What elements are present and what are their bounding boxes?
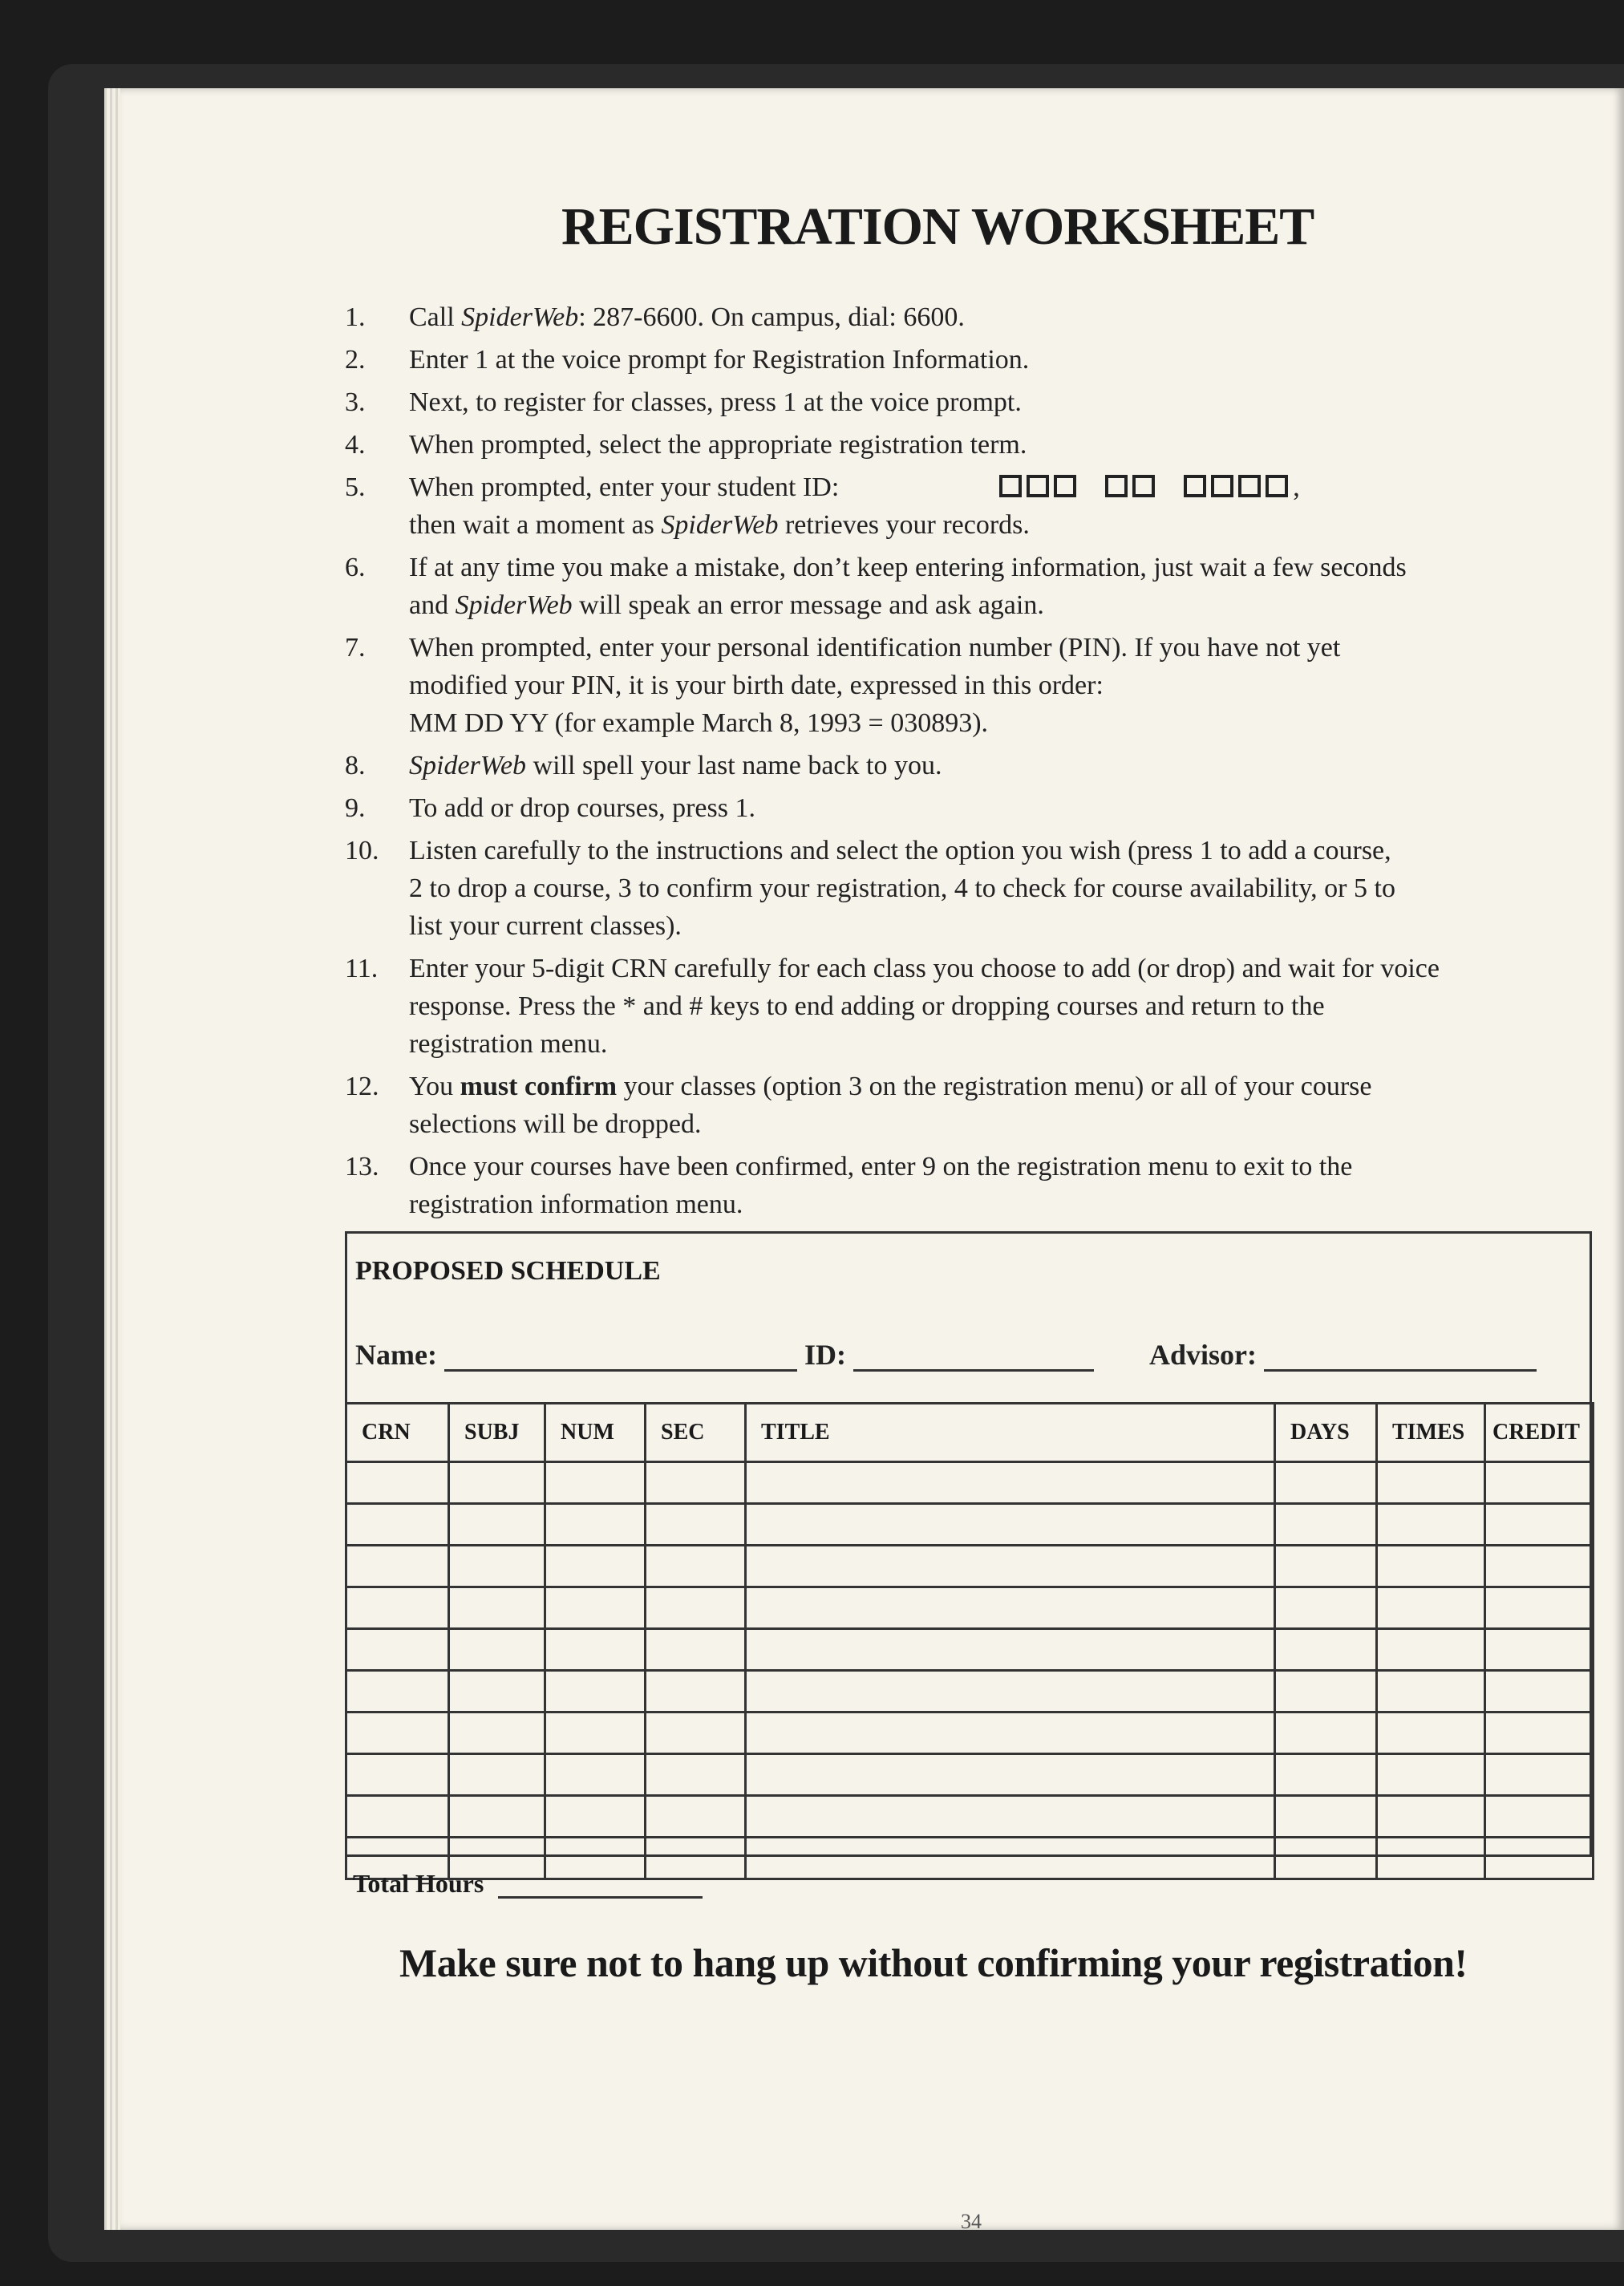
column-header-crn: CRN bbox=[346, 1404, 449, 1462]
table-row bbox=[346, 1754, 1594, 1796]
table-cell[interactable] bbox=[1485, 1796, 1594, 1838]
table-row bbox=[346, 1504, 1594, 1546]
table-row bbox=[346, 1587, 1594, 1629]
table-cell[interactable] bbox=[545, 1712, 646, 1754]
warning-message: Make sure not to hang up without confirming your registration! bbox=[399, 1940, 1468, 1985]
table-cell[interactable] bbox=[746, 1587, 1275, 1629]
schedule-table bbox=[345, 1402, 1594, 1880]
table-cell[interactable] bbox=[449, 1546, 545, 1587]
table-cell[interactable] bbox=[346, 1462, 449, 1504]
table-cell[interactable] bbox=[449, 1462, 545, 1504]
table-cell[interactable] bbox=[746, 1712, 1275, 1754]
table-cell[interactable] bbox=[1275, 1629, 1377, 1671]
table-cell[interactable] bbox=[746, 1754, 1275, 1796]
table-header-row bbox=[346, 1404, 1594, 1462]
table-row bbox=[346, 1712, 1594, 1754]
student-id-boxes bbox=[999, 468, 1293, 506]
table-cell[interactable] bbox=[1485, 1504, 1594, 1546]
table-cell[interactable] bbox=[449, 1504, 545, 1546]
table-cell[interactable] bbox=[1485, 1546, 1594, 1587]
name-label: Name: bbox=[355, 1339, 437, 1371]
column-header-title: TITLE bbox=[746, 1404, 1275, 1462]
table-row bbox=[346, 1462, 1594, 1504]
page-number: 34 bbox=[961, 2210, 982, 2233]
advisor-field[interactable] bbox=[1264, 1345, 1537, 1372]
column-header-times: TIMES bbox=[1377, 1404, 1485, 1462]
column-header-sec: SEC bbox=[646, 1404, 746, 1462]
total-hours-field[interactable] bbox=[498, 1875, 703, 1899]
column-header-subj: SUBJ bbox=[449, 1404, 545, 1462]
table-cell[interactable] bbox=[646, 1504, 746, 1546]
list-item: 12. You must confirm your classes (option 3 on the registration menu) or all of your course selections will be dropped. bbox=[345, 1072, 1372, 1139]
table-cell[interactable] bbox=[1377, 1546, 1485, 1587]
instruction-list bbox=[345, 298, 1588, 1228]
list-item: 5. When prompted, enter your student ID: , then wait a moment as SpiderWeb retrieves your records. bbox=[345, 468, 1588, 544]
table-cell[interactable] bbox=[545, 1796, 646, 1838]
table-cell[interactable] bbox=[746, 1838, 1275, 1879]
table-cell[interactable] bbox=[346, 1504, 449, 1546]
table-cell[interactable] bbox=[346, 1754, 449, 1796]
table-row bbox=[346, 1671, 1594, 1712]
table-cell[interactable] bbox=[1275, 1671, 1377, 1712]
table-cell[interactable] bbox=[646, 1754, 746, 1796]
table-cell[interactable] bbox=[746, 1462, 1275, 1504]
table-cell[interactable] bbox=[1377, 1671, 1485, 1712]
list-item: 7. When prompted, enter your personal identification number (PIN). If you have not yet modified your PIN, it is your birth date, expressed in this order: MM DD YY (for example March 8, 1993 = 030893). bbox=[345, 633, 1341, 738]
table-cell[interactable] bbox=[545, 1587, 646, 1629]
advisor-label: Advisor: bbox=[1149, 1339, 1257, 1371]
table-row bbox=[346, 1629, 1594, 1671]
table-cell[interactable] bbox=[746, 1671, 1275, 1712]
table-cell[interactable] bbox=[746, 1546, 1275, 1587]
table-cell[interactable] bbox=[646, 1712, 746, 1754]
proposed-schedule-form bbox=[345, 1231, 1592, 1857]
table-cell[interactable] bbox=[1275, 1838, 1377, 1879]
schedule-title: PROPOSED SCHEDULE bbox=[355, 1256, 661, 1286]
table-cell[interactable] bbox=[1485, 1587, 1594, 1629]
table-cell[interactable] bbox=[545, 1629, 646, 1671]
table-cell[interactable] bbox=[1377, 1629, 1485, 1671]
table-cell[interactable] bbox=[1275, 1504, 1377, 1546]
table-cell[interactable] bbox=[449, 1796, 545, 1838]
list-item: 2. Enter 1 at the voice prompt for Registration Information. bbox=[345, 345, 1030, 375]
list-item: 11. Enter your 5-digit CRN carefully for each class you choose to add (or drop) and wait for voice response. Press the * and # keys to end adding or dropping courses and return to the registration menu. bbox=[345, 954, 1440, 1059]
table-cell[interactable] bbox=[746, 1629, 1275, 1671]
table-cell[interactable] bbox=[1485, 1629, 1594, 1671]
total-hours-label: Total Hours bbox=[353, 1869, 484, 1898]
name-field[interactable] bbox=[444, 1345, 797, 1372]
table-cell[interactable] bbox=[449, 1754, 545, 1796]
table-cell[interactable] bbox=[1275, 1712, 1377, 1754]
table-cell[interactable] bbox=[1485, 1838, 1594, 1879]
list-item: 13. Once your courses have been confirmed, enter 9 on the registration menu to exit to the registration information menu. bbox=[345, 1152, 1353, 1219]
list-item: 9. To add or drop courses, press 1. bbox=[345, 793, 755, 823]
id-label: ID: bbox=[804, 1339, 846, 1371]
table-cell[interactable] bbox=[449, 1629, 545, 1671]
column-header-days: DAYS bbox=[1275, 1404, 1377, 1462]
table-cell[interactable] bbox=[1377, 1587, 1485, 1629]
column-header-num: NUM bbox=[545, 1404, 646, 1462]
table-cell[interactable] bbox=[449, 1712, 545, 1754]
table-cell[interactable] bbox=[545, 1754, 646, 1796]
list-item: 1. Call SpiderWeb: 287-6600. On campus, dial: 6600. bbox=[345, 302, 965, 332]
table-cell[interactable] bbox=[346, 1796, 449, 1838]
list-item: 10. Listen carefully to the instructions and select the option you wish (press 1 to add a course, 2 to drop a course, 3 to confirm your registration, 4 to check for course availability, or 5 to list your current classes). bbox=[345, 836, 1395, 941]
table-cell[interactable] bbox=[1377, 1754, 1485, 1796]
table-row bbox=[346, 1546, 1594, 1587]
table-cell[interactable] bbox=[1275, 1754, 1377, 1796]
table-cell[interactable] bbox=[646, 1462, 746, 1504]
table-cell[interactable] bbox=[1485, 1671, 1594, 1712]
table-cell[interactable] bbox=[646, 1796, 746, 1838]
table-cell[interactable] bbox=[545, 1504, 646, 1546]
table-cell[interactable] bbox=[1485, 1712, 1594, 1754]
table-cell[interactable] bbox=[346, 1546, 449, 1587]
table-row bbox=[346, 1796, 1594, 1838]
table-cell[interactable] bbox=[1275, 1587, 1377, 1629]
table-cell[interactable] bbox=[646, 1629, 746, 1671]
table-cell[interactable] bbox=[1377, 1504, 1485, 1546]
table-cell[interactable] bbox=[646, 1587, 746, 1629]
table-cell[interactable] bbox=[545, 1462, 646, 1504]
table-cell[interactable] bbox=[545, 1546, 646, 1587]
table-cell[interactable] bbox=[1275, 1796, 1377, 1838]
table-cell[interactable] bbox=[1275, 1546, 1377, 1587]
list-item: 8. SpiderWeb will spell your last name back to you. bbox=[345, 751, 942, 780]
table-cell[interactable] bbox=[1377, 1462, 1485, 1504]
list-item: 3. Next, to register for classes, press 1 at the voice prompt. bbox=[345, 387, 1022, 417]
total-hours bbox=[353, 1869, 703, 1899]
id-field[interactable] bbox=[853, 1345, 1094, 1372]
table-cell[interactable] bbox=[346, 1712, 449, 1754]
page-title: REGISTRATION WORKSHEET bbox=[561, 197, 1314, 256]
table-cell[interactable] bbox=[1377, 1712, 1485, 1754]
table-cell[interactable] bbox=[545, 1671, 646, 1712]
column-header-credit: CREDIT bbox=[1485, 1404, 1594, 1462]
table-cell[interactable] bbox=[746, 1796, 1275, 1838]
table-cell[interactable] bbox=[1275, 1462, 1377, 1504]
table-cell[interactable] bbox=[1485, 1754, 1594, 1796]
table-cell[interactable] bbox=[346, 1629, 449, 1671]
table-cell[interactable] bbox=[1485, 1462, 1594, 1504]
table-cell[interactable] bbox=[346, 1587, 449, 1629]
list-item: 4. When prompted, select the appropriate registration term. bbox=[345, 430, 1027, 460]
table-cell[interactable] bbox=[449, 1587, 545, 1629]
list-item: 6. If at any time you make a mistake, don’t keep entering information, just wait a few seconds and SpiderWeb will speak an error message and ask again. bbox=[345, 553, 1407, 620]
table-cell[interactable] bbox=[1377, 1838, 1485, 1879]
table-cell[interactable] bbox=[746, 1504, 1275, 1546]
table-cell[interactable] bbox=[646, 1546, 746, 1587]
table-cell[interactable] bbox=[646, 1671, 746, 1712]
table-cell[interactable] bbox=[346, 1671, 449, 1712]
table-cell[interactable] bbox=[449, 1671, 545, 1712]
table-cell[interactable] bbox=[1377, 1796, 1485, 1838]
